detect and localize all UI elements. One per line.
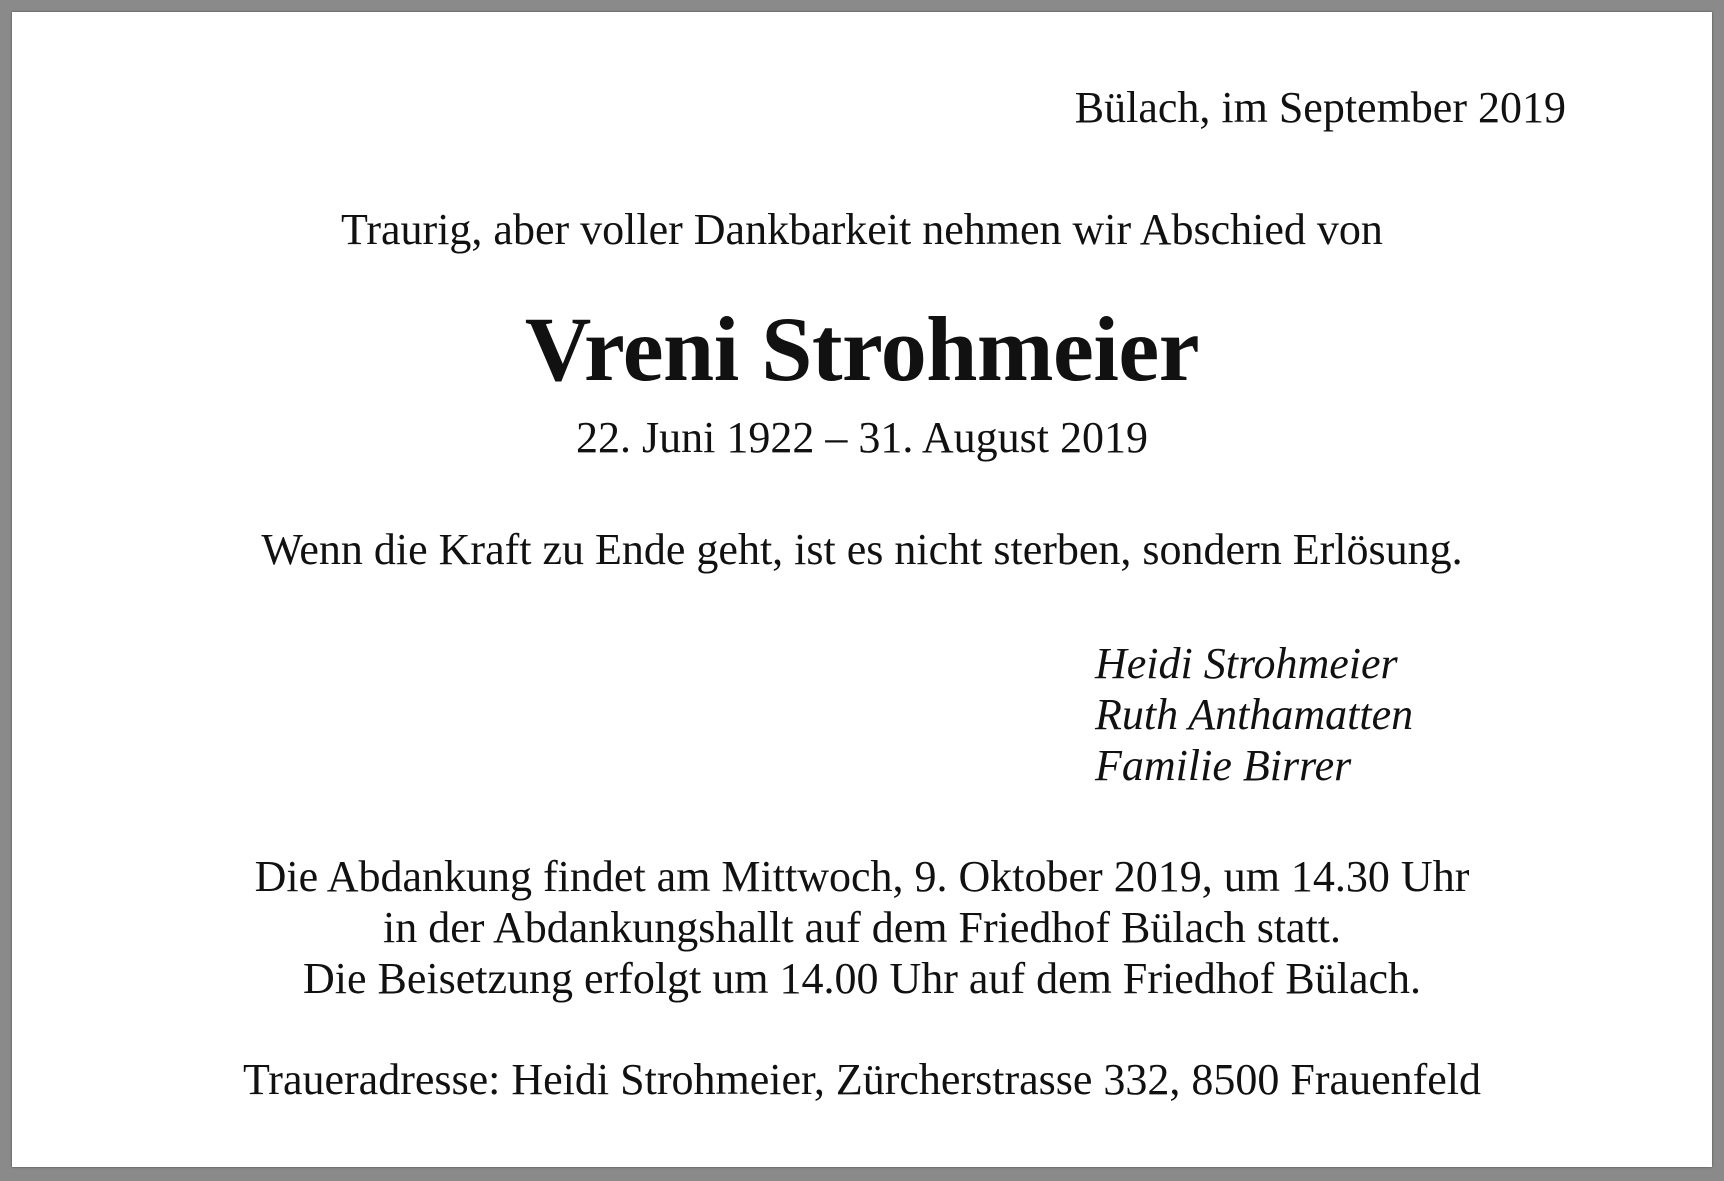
signer: Familie Birrer	[1095, 741, 1352, 790]
service-line: Die Beisetzung erfolgt um 14.00 Uhr auf dem Friedhof Bülach.	[302, 954, 1422, 1003]
life-dates: 22. Juni 1922 – 31. August 2019	[575, 413, 1149, 462]
signers-list	[1095, 638, 1413, 791]
service-info	[0, 851, 1724, 1004]
service-line: Die Abdankung findet am Mittwoch, 9. Oktober 2019, um 14.30 Uhr	[254, 852, 1470, 901]
deceased-name: Vreni Strohmeier	[524, 298, 1200, 400]
place-date: Bülach, im September 2019	[1074, 83, 1566, 132]
quote-text: Wenn die Kraft zu Ende geht, ist es nicht sterben, sondern Erlösung.	[261, 525, 1463, 574]
intro-text: Traurig, aber voller Dankbarkeit nehmen wir Abschied von	[341, 205, 1383, 254]
mourning-address: Traueradresse: Heidi Strohmeier, Zürcherstrasse 332, 8500 Frauenfeld	[242, 1055, 1482, 1104]
signer: Ruth Anthamatten	[1095, 690, 1414, 739]
signer: Heidi Strohmeier	[1095, 639, 1398, 688]
service-line: in der Abdankungshallt auf dem Friedhof Bülach statt.	[382, 903, 1342, 952]
